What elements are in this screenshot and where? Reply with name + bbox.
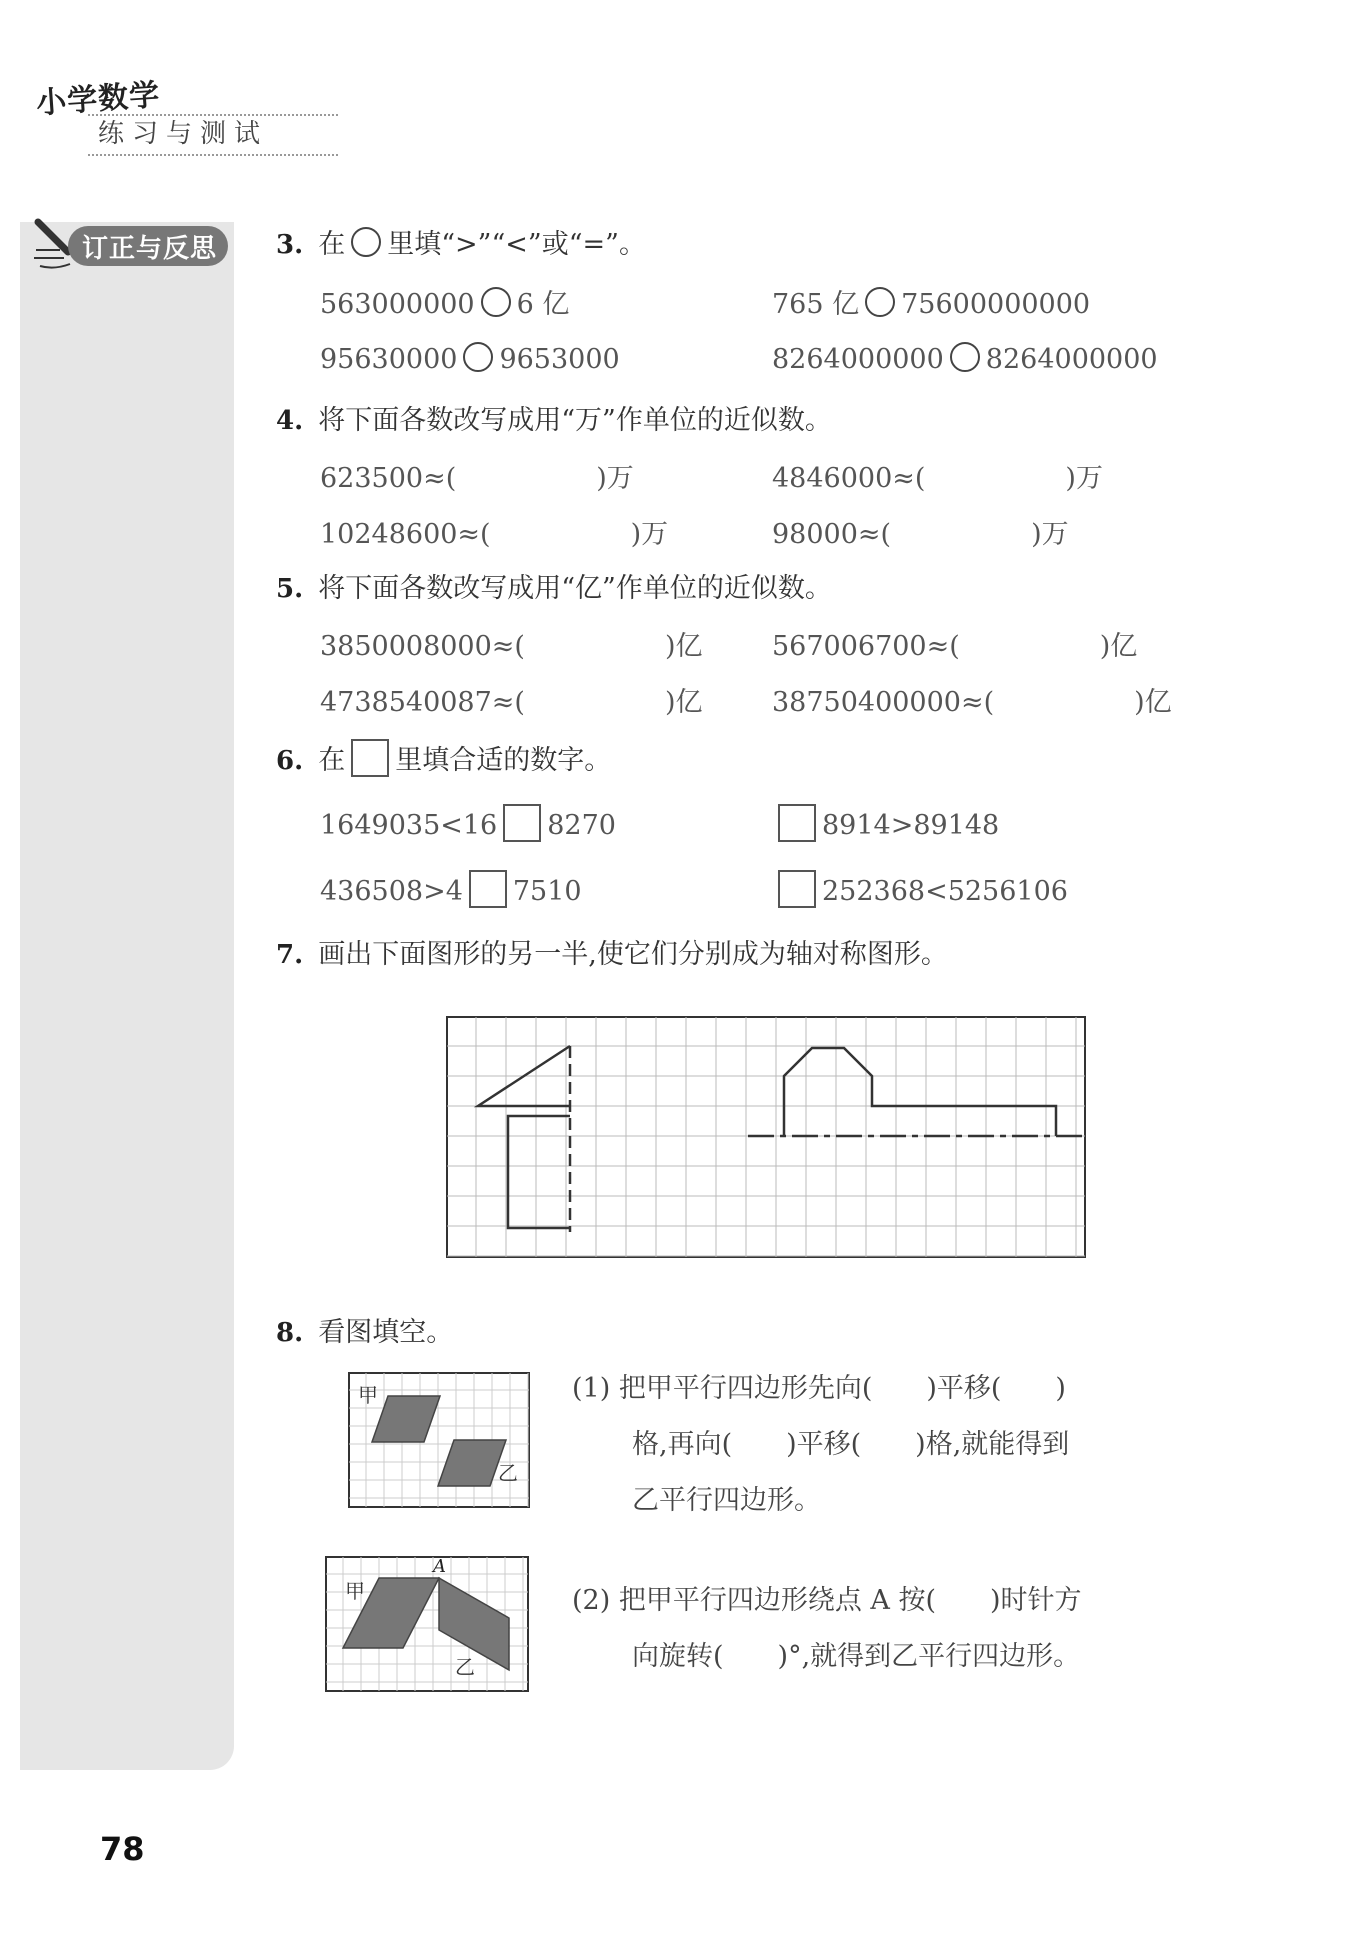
q7-prompt: 画出下面图形的另一半,使它们分别成为轴对称图形。 xyxy=(318,939,948,970)
q8-number: 8. xyxy=(276,1318,304,1348)
q4-item-1-num: 623500≈( xyxy=(320,463,457,494)
fig1-label-jia: 甲 xyxy=(358,1383,378,1407)
q4-item-4-unit: )万 xyxy=(1031,519,1069,550)
q5-item-2 xyxy=(772,624,1137,663)
digit-box[interactable] xyxy=(778,804,816,842)
q4-prompt: 将下面各数改写成用“万”作单位的近似数。 xyxy=(318,405,832,436)
q4-number: 4. xyxy=(276,406,304,436)
q4-item-1 xyxy=(320,456,634,495)
q5-item-1 xyxy=(320,624,703,663)
fig2-label-yi: 乙 xyxy=(455,1655,475,1679)
q5-item-1-num: 3850008000≈( xyxy=(320,631,525,662)
q8-prompt: 看图填空。 xyxy=(318,1317,454,1348)
series-title: 小学数学 xyxy=(35,77,162,122)
answer-circle[interactable] xyxy=(865,287,895,317)
q4-item-4 xyxy=(772,512,1069,551)
q8-heading xyxy=(276,1310,453,1349)
compare-circle-icon xyxy=(351,227,381,257)
q4-item-3 xyxy=(320,512,668,551)
q3-prompt-b: 里填“>”“<”或“=”。 xyxy=(387,229,646,260)
digit-box[interactable] xyxy=(503,804,541,842)
answer-circle[interactable] xyxy=(463,342,493,372)
q6-item-3-before: 436508>4 xyxy=(320,876,463,907)
digit-box[interactable] xyxy=(469,870,507,908)
q3-item-4-right: 8264000000 xyxy=(985,344,1158,375)
q4-item-4-num: 98000≈( xyxy=(772,519,892,550)
fig1-label-yi: 乙 xyxy=(498,1461,518,1485)
q6-item-2 xyxy=(772,804,999,842)
q7-heading xyxy=(276,932,948,971)
q5-item-3-unit: )亿 xyxy=(664,687,703,718)
q4-item-1-unit: )万 xyxy=(596,463,634,494)
q5-item-2-num: 567006700≈( xyxy=(772,631,960,662)
q6-item-3 xyxy=(320,870,582,908)
digit-box-icon xyxy=(351,739,389,777)
q8-part1-line2: 格,再向( )平移( )格,就能得到 xyxy=(632,1429,1070,1460)
q5-item-3-num: 4738540087≈( xyxy=(320,687,525,718)
rotation-figure xyxy=(325,1556,529,1692)
q3-item-3-right: 9653000 xyxy=(499,344,620,375)
answer-circle[interactable] xyxy=(950,342,980,372)
q5-item-3 xyxy=(320,680,703,719)
q6-item-3-after: 7510 xyxy=(512,876,582,907)
q6-item-1-before: 1649035<16 xyxy=(320,810,498,841)
q5-item-2-unit: )亿 xyxy=(1099,631,1138,662)
q4-item-2-unit: )万 xyxy=(1065,463,1103,494)
q5-item-1-unit: )亿 xyxy=(664,631,703,662)
q6-item-1 xyxy=(320,804,616,842)
q8-part1-line1: (1) 把甲平行四边形先向( )平移( ) xyxy=(572,1373,1066,1404)
fig2-label-a: A xyxy=(433,1556,446,1577)
sidebar-tag xyxy=(30,220,230,272)
q8-part2-line1: (2) 把甲平行四边形绕点 A 按( )时针方 xyxy=(572,1585,1082,1616)
q3-number: 3. xyxy=(276,230,304,260)
q3-item-1 xyxy=(320,282,569,321)
q3-item-3 xyxy=(320,342,620,375)
fig2-label-jia: 甲 xyxy=(345,1579,365,1603)
q6-prompt-a: 在 xyxy=(318,745,346,776)
sidebar-tag-label: 订正与反思 xyxy=(82,234,218,264)
q3-item-2 xyxy=(772,282,1090,321)
q3-item-2-right: 75600000000 xyxy=(901,289,1091,320)
q3-prompt-a: 在 xyxy=(318,229,346,260)
q5-item-4-num: 38750400000≈( xyxy=(772,687,995,718)
answer-circle[interactable] xyxy=(481,287,511,317)
q6-item-4 xyxy=(772,870,1068,908)
q6-item-4-after: 252368<5256106 xyxy=(822,876,1068,907)
correction-sidebar xyxy=(20,222,234,1770)
q3-item-1-left: 563000000 xyxy=(320,289,475,320)
q3-item-2-left: 765 亿 xyxy=(772,289,860,320)
page-number: 78 xyxy=(100,1830,145,1868)
q8-part2-line2: 向旋转( )°,就得到乙平行四边形。 xyxy=(632,1641,1081,1672)
q5-number: 5. xyxy=(276,574,304,604)
q4-item-3-unit: )万 xyxy=(630,519,669,550)
q3-item-4-left: 8264000000 xyxy=(772,344,944,375)
q6-heading xyxy=(276,738,611,777)
series-subtitle: 练习与测试 xyxy=(88,114,338,156)
q6-prompt-b: 里填合适的数字。 xyxy=(395,745,612,776)
q8-part1-line3: 乙平行四边形。 xyxy=(632,1485,821,1516)
q5-prompt: 将下面各数改写成用“亿”作单位的近似数。 xyxy=(318,573,832,604)
q4-item-3-num: 10248600≈( xyxy=(320,519,491,550)
q4-item-2-num: 4846000≈( xyxy=(772,463,926,494)
q3-heading xyxy=(276,222,646,261)
q3-item-3-left: 95630000 xyxy=(320,344,458,375)
q7-number: 7. xyxy=(276,940,304,970)
q5-heading xyxy=(276,566,832,605)
digit-box[interactable] xyxy=(778,870,816,908)
q5-item-4 xyxy=(772,680,1172,719)
q3-item-4 xyxy=(772,342,1158,375)
q4-heading xyxy=(276,398,832,437)
q6-number: 6. xyxy=(276,746,304,776)
q3-item-1-right: 6 亿 xyxy=(516,289,570,320)
q4-item-2 xyxy=(772,456,1103,495)
symmetry-grid-figure[interactable] xyxy=(446,1016,1088,1260)
q5-item-4-unit: )亿 xyxy=(1134,687,1172,718)
q6-item-1-after: 8270 xyxy=(547,810,616,841)
q6-item-2-after: 8914>89148 xyxy=(822,810,1000,841)
translation-figure xyxy=(348,1372,530,1508)
